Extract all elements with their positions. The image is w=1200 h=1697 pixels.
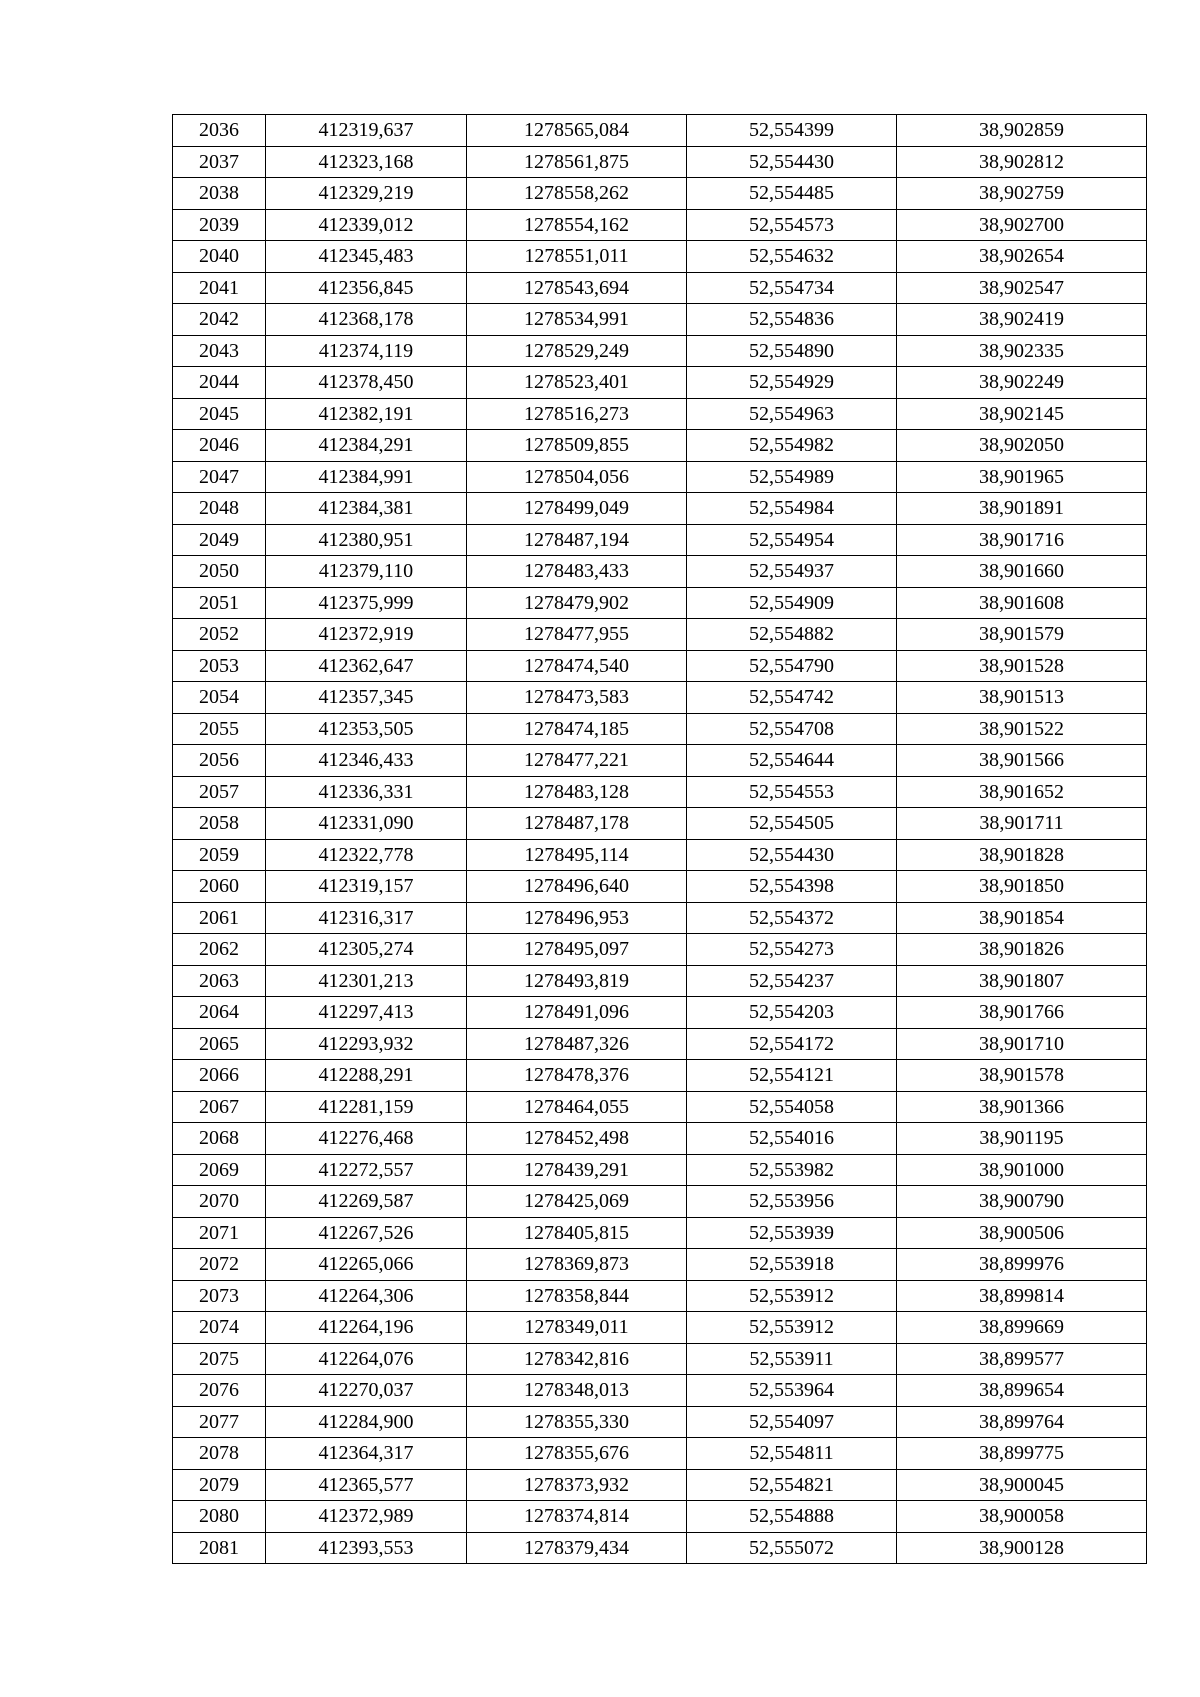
x-coordinate-cell: 412336,331 [266,776,467,808]
latitude-cell: 52,554929 [687,367,897,399]
point-number-cell: 2065 [173,1028,266,1060]
table-row [173,115,1147,147]
point-number-cell: 2036 [173,115,266,147]
point-number-cell: 2047 [173,461,266,493]
y-coordinate-cell: 1278504,056 [467,461,687,493]
x-coordinate-cell: 412384,381 [266,493,467,525]
longitude-cell: 38,902335 [897,335,1147,367]
y-coordinate-cell: 1278358,844 [467,1280,687,1312]
y-coordinate-cell: 1278425,069 [467,1186,687,1218]
x-coordinate-cell: 412346,433 [266,745,467,777]
latitude-cell: 52,554937 [687,556,897,588]
latitude-cell: 52,554573 [687,209,897,241]
latitude-cell: 52,554982 [687,430,897,462]
table-row [173,1028,1147,1060]
point-number-cell: 2052 [173,619,266,651]
latitude-cell: 52,554708 [687,713,897,745]
table-row [173,902,1147,934]
point-number-cell: 2057 [173,776,266,808]
table-row [173,556,1147,588]
x-coordinate-cell: 412374,119 [266,335,467,367]
table-row [173,1217,1147,1249]
latitude-cell: 52,554989 [687,461,897,493]
latitude-cell: 52,554632 [687,241,897,273]
longitude-cell: 38,901652 [897,776,1147,808]
x-coordinate-cell: 412378,450 [266,367,467,399]
latitude-cell: 52,554836 [687,304,897,336]
longitude-cell: 38,900045 [897,1469,1147,1501]
y-coordinate-cell: 1278565,084 [467,115,687,147]
longitude-cell: 38,901528 [897,650,1147,682]
longitude-cell: 38,901850 [897,871,1147,903]
point-number-cell: 2058 [173,808,266,840]
table-row [173,461,1147,493]
point-number-cell: 2079 [173,1469,266,1501]
y-coordinate-cell: 1278493,819 [467,965,687,997]
point-number-cell: 2067 [173,1091,266,1123]
longitude-cell: 38,901579 [897,619,1147,651]
longitude-cell: 38,899814 [897,1280,1147,1312]
x-coordinate-cell: 412393,553 [266,1532,467,1564]
point-number-cell: 2070 [173,1186,266,1218]
x-coordinate-cell: 412264,076 [266,1343,467,1375]
latitude-cell: 52,554273 [687,934,897,966]
latitude-cell: 52,553956 [687,1186,897,1218]
x-coordinate-cell: 412288,291 [266,1060,467,1092]
x-coordinate-cell: 412270,037 [266,1375,467,1407]
latitude-cell: 52,554888 [687,1501,897,1533]
latitude-cell: 52,555072 [687,1532,897,1564]
point-number-cell: 2055 [173,713,266,745]
y-coordinate-cell: 1278496,640 [467,871,687,903]
longitude-cell: 38,901000 [897,1154,1147,1186]
table-row [173,430,1147,462]
table-row [173,1060,1147,1092]
table-row [173,335,1147,367]
latitude-cell: 52,553918 [687,1249,897,1281]
longitude-cell: 38,899654 [897,1375,1147,1407]
latitude-cell: 52,554644 [687,745,897,777]
x-coordinate-cell: 412364,317 [266,1438,467,1470]
longitude-cell: 38,901578 [897,1060,1147,1092]
longitude-cell: 38,900506 [897,1217,1147,1249]
table-row [173,272,1147,304]
y-coordinate-cell: 1278487,194 [467,524,687,556]
longitude-cell: 38,902419 [897,304,1147,336]
longitude-cell: 38,901965 [897,461,1147,493]
x-coordinate-cell: 412319,157 [266,871,467,903]
point-number-cell: 2039 [173,209,266,241]
latitude-cell: 52,554430 [687,839,897,871]
longitude-cell: 38,902654 [897,241,1147,273]
table-row [173,209,1147,241]
point-number-cell: 2038 [173,178,266,210]
point-number-cell: 2040 [173,241,266,273]
x-coordinate-cell: 412284,900 [266,1406,467,1438]
y-coordinate-cell: 1278374,814 [467,1501,687,1533]
longitude-cell: 38,901513 [897,682,1147,714]
longitude-cell: 38,900058 [897,1501,1147,1533]
longitude-cell: 38,901716 [897,524,1147,556]
y-coordinate-cell: 1278499,049 [467,493,687,525]
x-coordinate-cell: 412269,587 [266,1186,467,1218]
y-coordinate-cell: 1278558,262 [467,178,687,210]
coordinates-table [172,114,1147,1564]
x-coordinate-cell: 412272,557 [266,1154,467,1186]
point-number-cell: 2077 [173,1406,266,1438]
coordinates-table-body [173,115,1147,1564]
longitude-cell: 38,899669 [897,1312,1147,1344]
point-number-cell: 2044 [173,367,266,399]
x-coordinate-cell: 412372,989 [266,1501,467,1533]
table-row [173,934,1147,966]
table-row [173,524,1147,556]
x-coordinate-cell: 412323,168 [266,146,467,178]
table-row [173,619,1147,651]
x-coordinate-cell: 412276,468 [266,1123,467,1155]
longitude-cell: 38,902812 [897,146,1147,178]
longitude-cell: 38,902700 [897,209,1147,241]
y-coordinate-cell: 1278439,291 [467,1154,687,1186]
x-coordinate-cell: 412384,991 [266,461,467,493]
latitude-cell: 52,554172 [687,1028,897,1060]
point-number-cell: 2043 [173,335,266,367]
y-coordinate-cell: 1278349,011 [467,1312,687,1344]
y-coordinate-cell: 1278478,376 [467,1060,687,1092]
x-coordinate-cell: 412322,778 [266,839,467,871]
point-number-cell: 2042 [173,304,266,336]
table-row [173,839,1147,871]
table-row [173,304,1147,336]
table-row [173,1501,1147,1533]
point-number-cell: 2076 [173,1375,266,1407]
longitude-cell: 38,899577 [897,1343,1147,1375]
point-number-cell: 2060 [173,871,266,903]
point-number-cell: 2068 [173,1123,266,1155]
point-number-cell: 2049 [173,524,266,556]
x-coordinate-cell: 412316,317 [266,902,467,934]
point-number-cell: 2078 [173,1438,266,1470]
y-coordinate-cell: 1278496,953 [467,902,687,934]
longitude-cell: 38,901891 [897,493,1147,525]
table-row [173,776,1147,808]
table-row [173,1438,1147,1470]
y-coordinate-cell: 1278551,011 [467,241,687,273]
y-coordinate-cell: 1278509,855 [467,430,687,462]
point-number-cell: 2053 [173,650,266,682]
table-row [173,650,1147,682]
longitude-cell: 38,901826 [897,934,1147,966]
y-coordinate-cell: 1278342,816 [467,1343,687,1375]
table-row [173,587,1147,619]
latitude-cell: 52,553912 [687,1312,897,1344]
latitude-cell: 52,553982 [687,1154,897,1186]
point-number-cell: 2072 [173,1249,266,1281]
longitude-cell: 38,902145 [897,398,1147,430]
point-number-cell: 2037 [173,146,266,178]
y-coordinate-cell: 1278477,955 [467,619,687,651]
x-coordinate-cell: 412264,306 [266,1280,467,1312]
longitude-cell: 38,900790 [897,1186,1147,1218]
x-coordinate-cell: 412380,951 [266,524,467,556]
y-coordinate-cell: 1278483,433 [467,556,687,588]
longitude-cell: 38,901828 [897,839,1147,871]
table-row [173,713,1147,745]
y-coordinate-cell: 1278474,185 [467,713,687,745]
y-coordinate-cell: 1278516,273 [467,398,687,430]
y-coordinate-cell: 1278534,991 [467,304,687,336]
y-coordinate-cell: 1278464,055 [467,1091,687,1123]
longitude-cell: 38,899775 [897,1438,1147,1470]
point-number-cell: 2054 [173,682,266,714]
table-row [173,1091,1147,1123]
latitude-cell: 52,554237 [687,965,897,997]
latitude-cell: 52,554058 [687,1091,897,1123]
point-number-cell: 2080 [173,1501,266,1533]
table-row [173,871,1147,903]
latitude-cell: 52,554553 [687,776,897,808]
y-coordinate-cell: 1278477,221 [467,745,687,777]
latitude-cell: 52,554505 [687,808,897,840]
y-coordinate-cell: 1278474,540 [467,650,687,682]
longitude-cell: 38,902050 [897,430,1147,462]
table-row [173,146,1147,178]
y-coordinate-cell: 1278452,498 [467,1123,687,1155]
point-number-cell: 2045 [173,398,266,430]
x-coordinate-cell: 412353,505 [266,713,467,745]
table-row [173,1280,1147,1312]
table-row [173,367,1147,399]
x-coordinate-cell: 412305,274 [266,934,467,966]
latitude-cell: 52,554372 [687,902,897,934]
table-row [173,1532,1147,1564]
x-coordinate-cell: 412372,919 [266,619,467,651]
y-coordinate-cell: 1278523,401 [467,367,687,399]
latitude-cell: 52,553912 [687,1280,897,1312]
latitude-cell: 52,554121 [687,1060,897,1092]
x-coordinate-cell: 412319,637 [266,115,467,147]
x-coordinate-cell: 412293,932 [266,1028,467,1060]
point-number-cell: 2046 [173,430,266,462]
longitude-cell: 38,900128 [897,1532,1147,1564]
y-coordinate-cell: 1278483,128 [467,776,687,808]
latitude-cell: 52,553911 [687,1343,897,1375]
x-coordinate-cell: 412281,159 [266,1091,467,1123]
latitude-cell: 52,554790 [687,650,897,682]
point-number-cell: 2074 [173,1312,266,1344]
y-coordinate-cell: 1278491,096 [467,997,687,1029]
x-coordinate-cell: 412365,577 [266,1469,467,1501]
y-coordinate-cell: 1278355,330 [467,1406,687,1438]
x-coordinate-cell: 412264,196 [266,1312,467,1344]
point-number-cell: 2073 [173,1280,266,1312]
point-number-cell: 2061 [173,902,266,934]
y-coordinate-cell: 1278405,815 [467,1217,687,1249]
point-number-cell: 2056 [173,745,266,777]
longitude-cell: 38,901195 [897,1123,1147,1155]
latitude-cell: 52,554811 [687,1438,897,1470]
longitude-cell: 38,901522 [897,713,1147,745]
table-row [173,682,1147,714]
x-coordinate-cell: 412362,647 [266,650,467,682]
y-coordinate-cell: 1278348,013 [467,1375,687,1407]
latitude-cell: 52,554909 [687,587,897,619]
latitude-cell: 52,554485 [687,178,897,210]
point-number-cell: 2066 [173,1060,266,1092]
latitude-cell: 52,554398 [687,871,897,903]
table-row [173,1469,1147,1501]
table-row [173,1186,1147,1218]
table-row [173,493,1147,525]
table-row [173,1249,1147,1281]
table-row [173,178,1147,210]
table-row [173,965,1147,997]
latitude-cell: 52,554890 [687,335,897,367]
point-number-cell: 2050 [173,556,266,588]
longitude-cell: 38,901566 [897,745,1147,777]
latitude-cell: 52,553964 [687,1375,897,1407]
point-number-cell: 2048 [173,493,266,525]
y-coordinate-cell: 1278529,249 [467,335,687,367]
point-number-cell: 2062 [173,934,266,966]
x-coordinate-cell: 412267,526 [266,1217,467,1249]
point-number-cell: 2064 [173,997,266,1029]
latitude-cell: 52,554963 [687,398,897,430]
point-number-cell: 2075 [173,1343,266,1375]
x-coordinate-cell: 412356,845 [266,272,467,304]
longitude-cell: 38,901711 [897,808,1147,840]
y-coordinate-cell: 1278561,875 [467,146,687,178]
longitude-cell: 38,901854 [897,902,1147,934]
latitude-cell: 52,554742 [687,682,897,714]
latitude-cell: 52,554016 [687,1123,897,1155]
table-row [173,745,1147,777]
point-number-cell: 2069 [173,1154,266,1186]
table-row [173,1375,1147,1407]
latitude-cell: 52,554399 [687,115,897,147]
latitude-cell: 52,554430 [687,146,897,178]
y-coordinate-cell: 1278487,178 [467,808,687,840]
longitude-cell: 38,901660 [897,556,1147,588]
longitude-cell: 38,902859 [897,115,1147,147]
table-row [173,1154,1147,1186]
latitude-cell: 52,554954 [687,524,897,556]
x-coordinate-cell: 412329,219 [266,178,467,210]
point-number-cell: 2071 [173,1217,266,1249]
y-coordinate-cell: 1278473,583 [467,682,687,714]
longitude-cell: 38,901807 [897,965,1147,997]
y-coordinate-cell: 1278543,694 [467,272,687,304]
x-coordinate-cell: 412345,483 [266,241,467,273]
x-coordinate-cell: 412379,110 [266,556,467,588]
y-coordinate-cell: 1278487,326 [467,1028,687,1060]
latitude-cell: 52,554203 [687,997,897,1029]
point-number-cell: 2059 [173,839,266,871]
y-coordinate-cell: 1278554,162 [467,209,687,241]
latitude-cell: 52,554984 [687,493,897,525]
x-coordinate-cell: 412384,291 [266,430,467,462]
table-row [173,808,1147,840]
x-coordinate-cell: 412265,066 [266,1249,467,1281]
y-coordinate-cell: 1278373,932 [467,1469,687,1501]
x-coordinate-cell: 412301,213 [266,965,467,997]
table-row [173,997,1147,1029]
point-number-cell: 2051 [173,587,266,619]
table-row [173,398,1147,430]
x-coordinate-cell: 412375,999 [266,587,467,619]
table-row [173,1343,1147,1375]
table-row [173,1312,1147,1344]
x-coordinate-cell: 412382,191 [266,398,467,430]
table-row [173,1406,1147,1438]
x-coordinate-cell: 412357,345 [266,682,467,714]
x-coordinate-cell: 412297,413 [266,997,467,1029]
point-number-cell: 2063 [173,965,266,997]
longitude-cell: 38,902249 [897,367,1147,399]
y-coordinate-cell: 1278369,873 [467,1249,687,1281]
y-coordinate-cell: 1278479,902 [467,587,687,619]
point-number-cell: 2081 [173,1532,266,1564]
point-number-cell: 2041 [173,272,266,304]
x-coordinate-cell: 412339,012 [266,209,467,241]
longitude-cell: 38,901608 [897,587,1147,619]
latitude-cell: 52,553939 [687,1217,897,1249]
table-row [173,241,1147,273]
y-coordinate-cell: 1278355,676 [467,1438,687,1470]
table-row [173,1123,1147,1155]
longitude-cell: 38,901366 [897,1091,1147,1123]
longitude-cell: 38,899764 [897,1406,1147,1438]
longitude-cell: 38,902759 [897,178,1147,210]
y-coordinate-cell: 1278495,097 [467,934,687,966]
longitude-cell: 38,901710 [897,1028,1147,1060]
latitude-cell: 52,554734 [687,272,897,304]
longitude-cell: 38,902547 [897,272,1147,304]
y-coordinate-cell: 1278379,434 [467,1532,687,1564]
longitude-cell: 38,901766 [897,997,1147,1029]
latitude-cell: 52,554097 [687,1406,897,1438]
latitude-cell: 52,554821 [687,1469,897,1501]
x-coordinate-cell: 412368,178 [266,304,467,336]
latitude-cell: 52,554882 [687,619,897,651]
x-coordinate-cell: 412331,090 [266,808,467,840]
y-coordinate-cell: 1278495,114 [467,839,687,871]
longitude-cell: 38,899976 [897,1249,1147,1281]
